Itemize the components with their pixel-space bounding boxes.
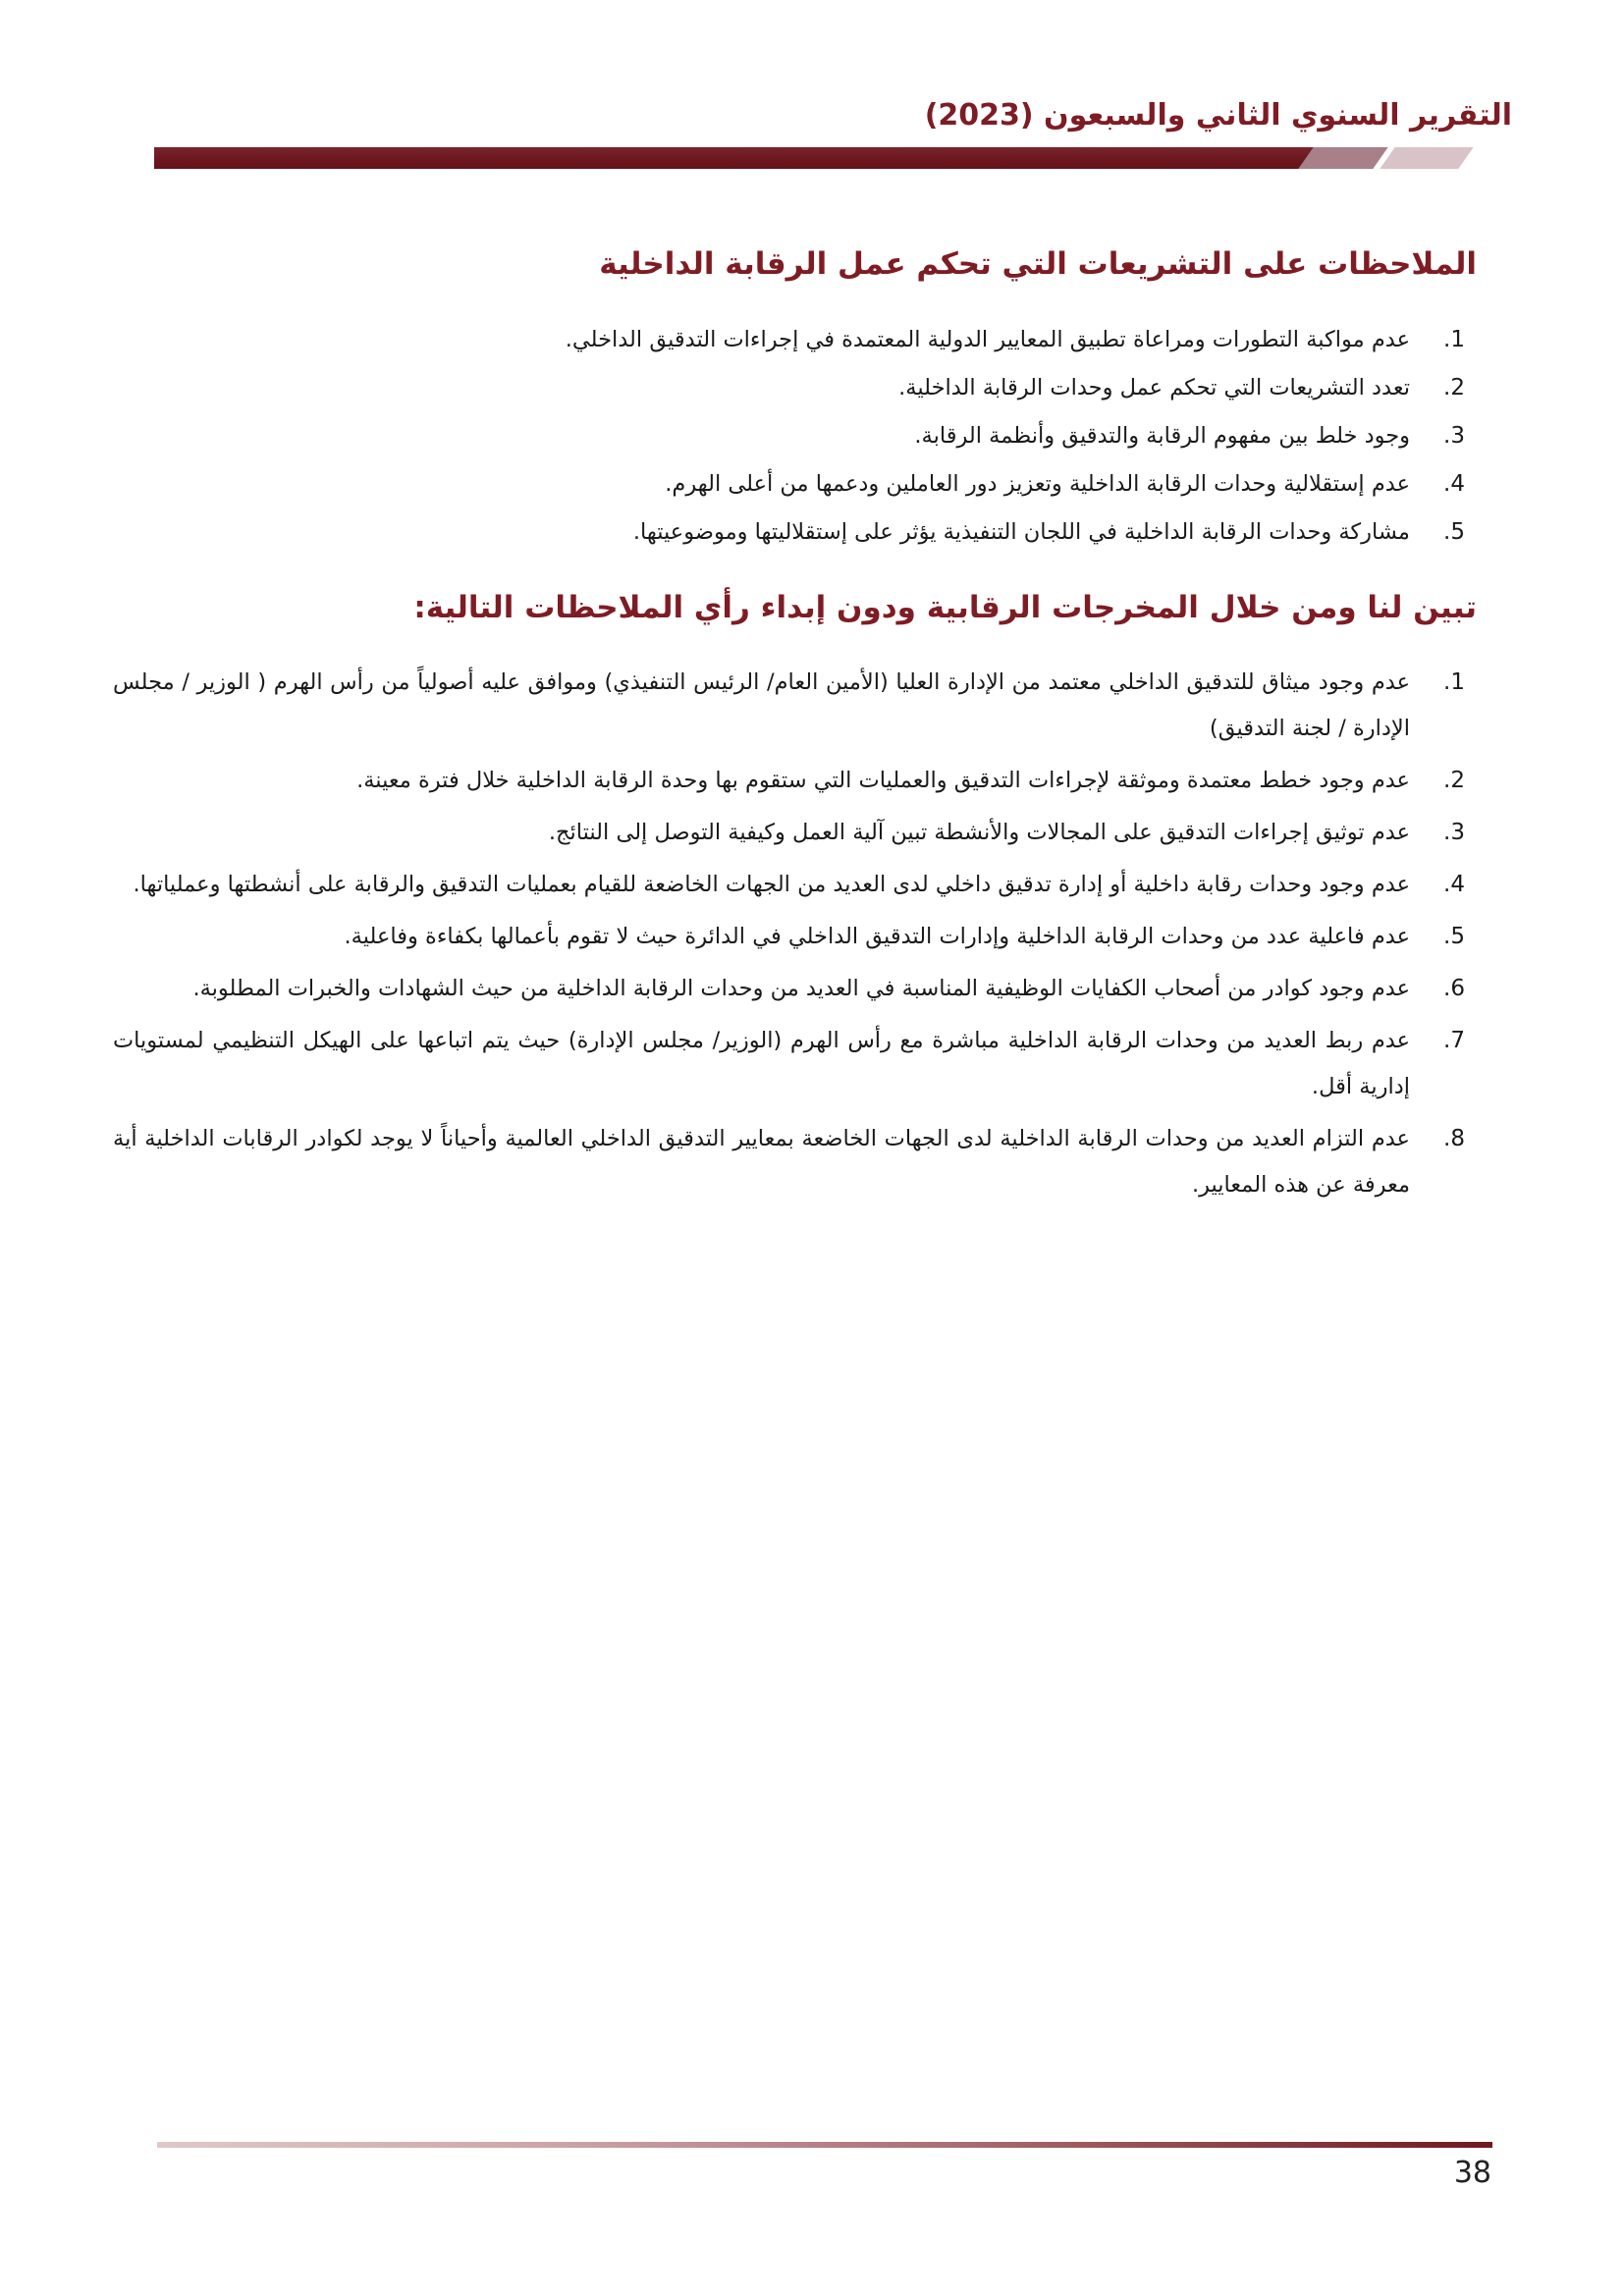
list-item: عدم التزام العديد من وحدات الرقابة الداخلية لدى الجهات الخاضعة بمعايير التدقيق الداخلي العالمية وأحياناً لا يوجد لكوادر الرقابات الداخلية أية معرفة عن هذه المعايير. [113, 1126, 1410, 1198]
document-body [113, 0, 1477, 1214]
list-item: عدم وجود وحدات رقابة داخلية أو إدارة تدقيق داخلي لدى العديد من الجهات الخاضعة للقيام بعمليات التدقيق والرقابة على أنشطتها وعملياتها. [133, 872, 1410, 897]
list-item: عدم وجود كوادر من أصحاب الكفايات الوظيفية المناسبة في العديد من وحدات الرقابة الداخلية من حيث الشهادات والخبرات المطلوبة. [192, 976, 1410, 1001]
section-heading-audit-findings: تبين لنا ومن خلال المخرجات الرقابية ودون إبداء رأي الملاحظات التالية: [413, 590, 1477, 625]
list-item: عدم توثيق إجراءات التدقيق على المجالات والأنشطة تبين آلية العمل وكيفية التوصل إلى النتائج. [548, 820, 1410, 845]
section-heading-legislation-observations: الملاحظات على التشريعات التي تحكم عمل الرقابة الداخلية [599, 246, 1477, 282]
list-item: عدم مواكبة التطورات ومراعاة تطبيق المعايير الدولية المعتمدة في إجراءات التدقيق الداخلي. [565, 327, 1410, 352]
legislation-observations-list [113, 316, 1477, 556]
list-item: عدم وجود ميثاق للتدقيق الداخلي معتمد من الإدارة العليا (الأمين العام/ الرئيس التنفيذي) وموافق عليه أصولياً من رأس الهرم ( الوزير / مجلس الإدارة / لجنة التدقيق) [113, 669, 1410, 741]
page-number: 38 [1453, 2156, 1491, 2190]
audit-findings-list [113, 660, 1477, 1208]
list-item: عدم إستقلالية وحدات الرقابة الداخلية وتعزيز دور العاملين ودعمها من أعلى الهرم. [665, 471, 1410, 497]
list-item: تعدد التشريعات التي تحكم عمل وحدات الرقابة الداخلية. [898, 375, 1410, 400]
footer-divider [157, 2142, 1492, 2148]
list-item: مشاركة وحدات الرقابة الداخلية في اللجان التنفيذية يؤثر على إستقلاليتها وموضوعيتها. [632, 519, 1410, 545]
list-item: وجود خلط بين مفهوم الرقابة والتدقيق وأنظمة الرقابة. [914, 423, 1410, 449]
page-title: التقرير السنوي الثاني والسبعون (2023) [924, 98, 1512, 133]
list-item: عدم فاعلية عدد من وحدات الرقابة الداخلية وإدارات التدقيق الداخلي في الدائرة حيث لا تقوم بأعمالها بكفاءة وفاعلية. [344, 924, 1410, 949]
list-item: عدم ربط العديد من وحدات الرقابة الداخلية مباشرة مع رأس الهرم (الوزير/ مجلس الإدارة) حيث يتم اتباعها على الهيكل التنظيمي لمستويات إدارية أقل. [113, 1028, 1410, 1099]
list-item: عدم وجود خطط معتمدة وموثقة لإجراءات التدقيق والعمليات التي ستقوم بها وحدة الرقابة الداخلية خلال فترة معينة. [356, 768, 1410, 793]
